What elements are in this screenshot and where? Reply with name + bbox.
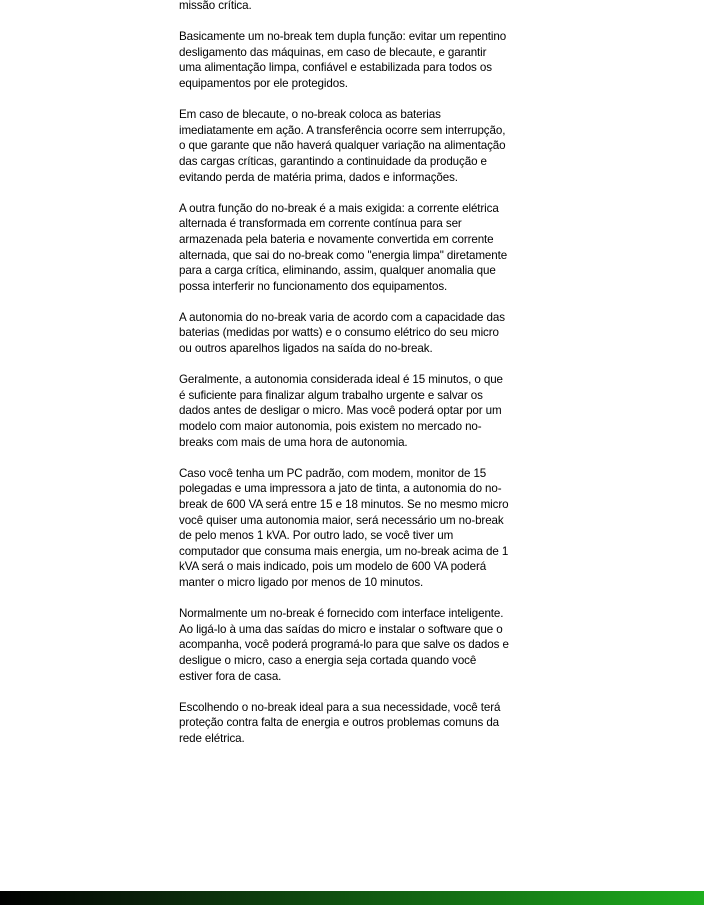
paragraph-dual-function: Basicamente um no-break tem dupla função: evitar um repentino desligamento das máquinas, em caso de blecaute, e garantir uma alimentação limpa, confiável e estabilizada para todos os equipamentos por ele protegidos. <box>179 30 507 90</box>
paragraph-other-function: A outra função do no-break é a mais exigida: a corrente elétrica alternada é transformada em corrente contínua para ser armazenada pela bateria e novamente convertida em corrente alternada, que sai do no-break como "energia limpa" diretamente para a carga crítica, eliminando, assim, qualquer anomalia que possa interferir no funcionamento dos equipamentos. <box>179 201 508 293</box>
paragraph-autonomy: A autonomia do no-break varia de acordo com a capacidade das baterias (medidas por watts) e o consumo elétrico do seu micro ou outros aparelhos ligados na saída do no-break. <box>179 310 505 356</box>
paragraph-intro-tail: missão crítica. <box>179 0 252 12</box>
article-body <box>179 0 509 762</box>
paragraph-ideal-autonomy: Geralmente, a autonomia considerada ideal é 15 minutos, o que é suficiente para finalizar algum trabalho urgente e salvar os dados antes de desligar o micro. Mas você poderá optar por um modelo com maior autonomia, pois existem no mercado no-breaks com mais de uma hora de autonomia. <box>179 373 503 449</box>
paragraph-blackout: Em caso de blecaute, o no-break coloca as baterias imediatamente em ação. A transferência ocorre sem interrupção, o que garante que não haverá qualquer variação na alimentação das cargas críticas, garantindo a continuidade da produção e evitando perda de matéria prima, dados e informações. <box>179 108 506 184</box>
paragraph-standard-pc: Caso você tenha um PC padrão, com modem, monitor de 15 polegadas e uma impressora a jato de tinta, a autonomia do no-break de 600 VA será entre 15 e 18 minutos. Se no mesmo micro você quiser uma autonomia maior, será necessário um no-break de pelo menos 1 kVA. Por outro lado, se você tiver um computador que consuma mais energia, um no-break acima de 1 kVA será o mais indicado, pois um modelo de 600 VA poderá manter o micro ligado por menos de 10 minutos. <box>179 466 509 589</box>
paragraph-conclusion: Escolhendo o no-break ideal para a sua necessidade, você terá proteção contra falta de energia e outros problemas comuns da rede elétrica. <box>179 700 501 745</box>
paragraph-smart-interface: Normalmente um no-break é fornecido com interface inteligente. Ao ligá-lo à uma das saídas do micro e instalar o software que o acompanha, você poderá programá-lo para que salve os dados e desligue o micro, caso a energia seja cortada quando você estiver fora de casa. <box>179 607 509 683</box>
footer-gradient-bar <box>0 891 704 905</box>
